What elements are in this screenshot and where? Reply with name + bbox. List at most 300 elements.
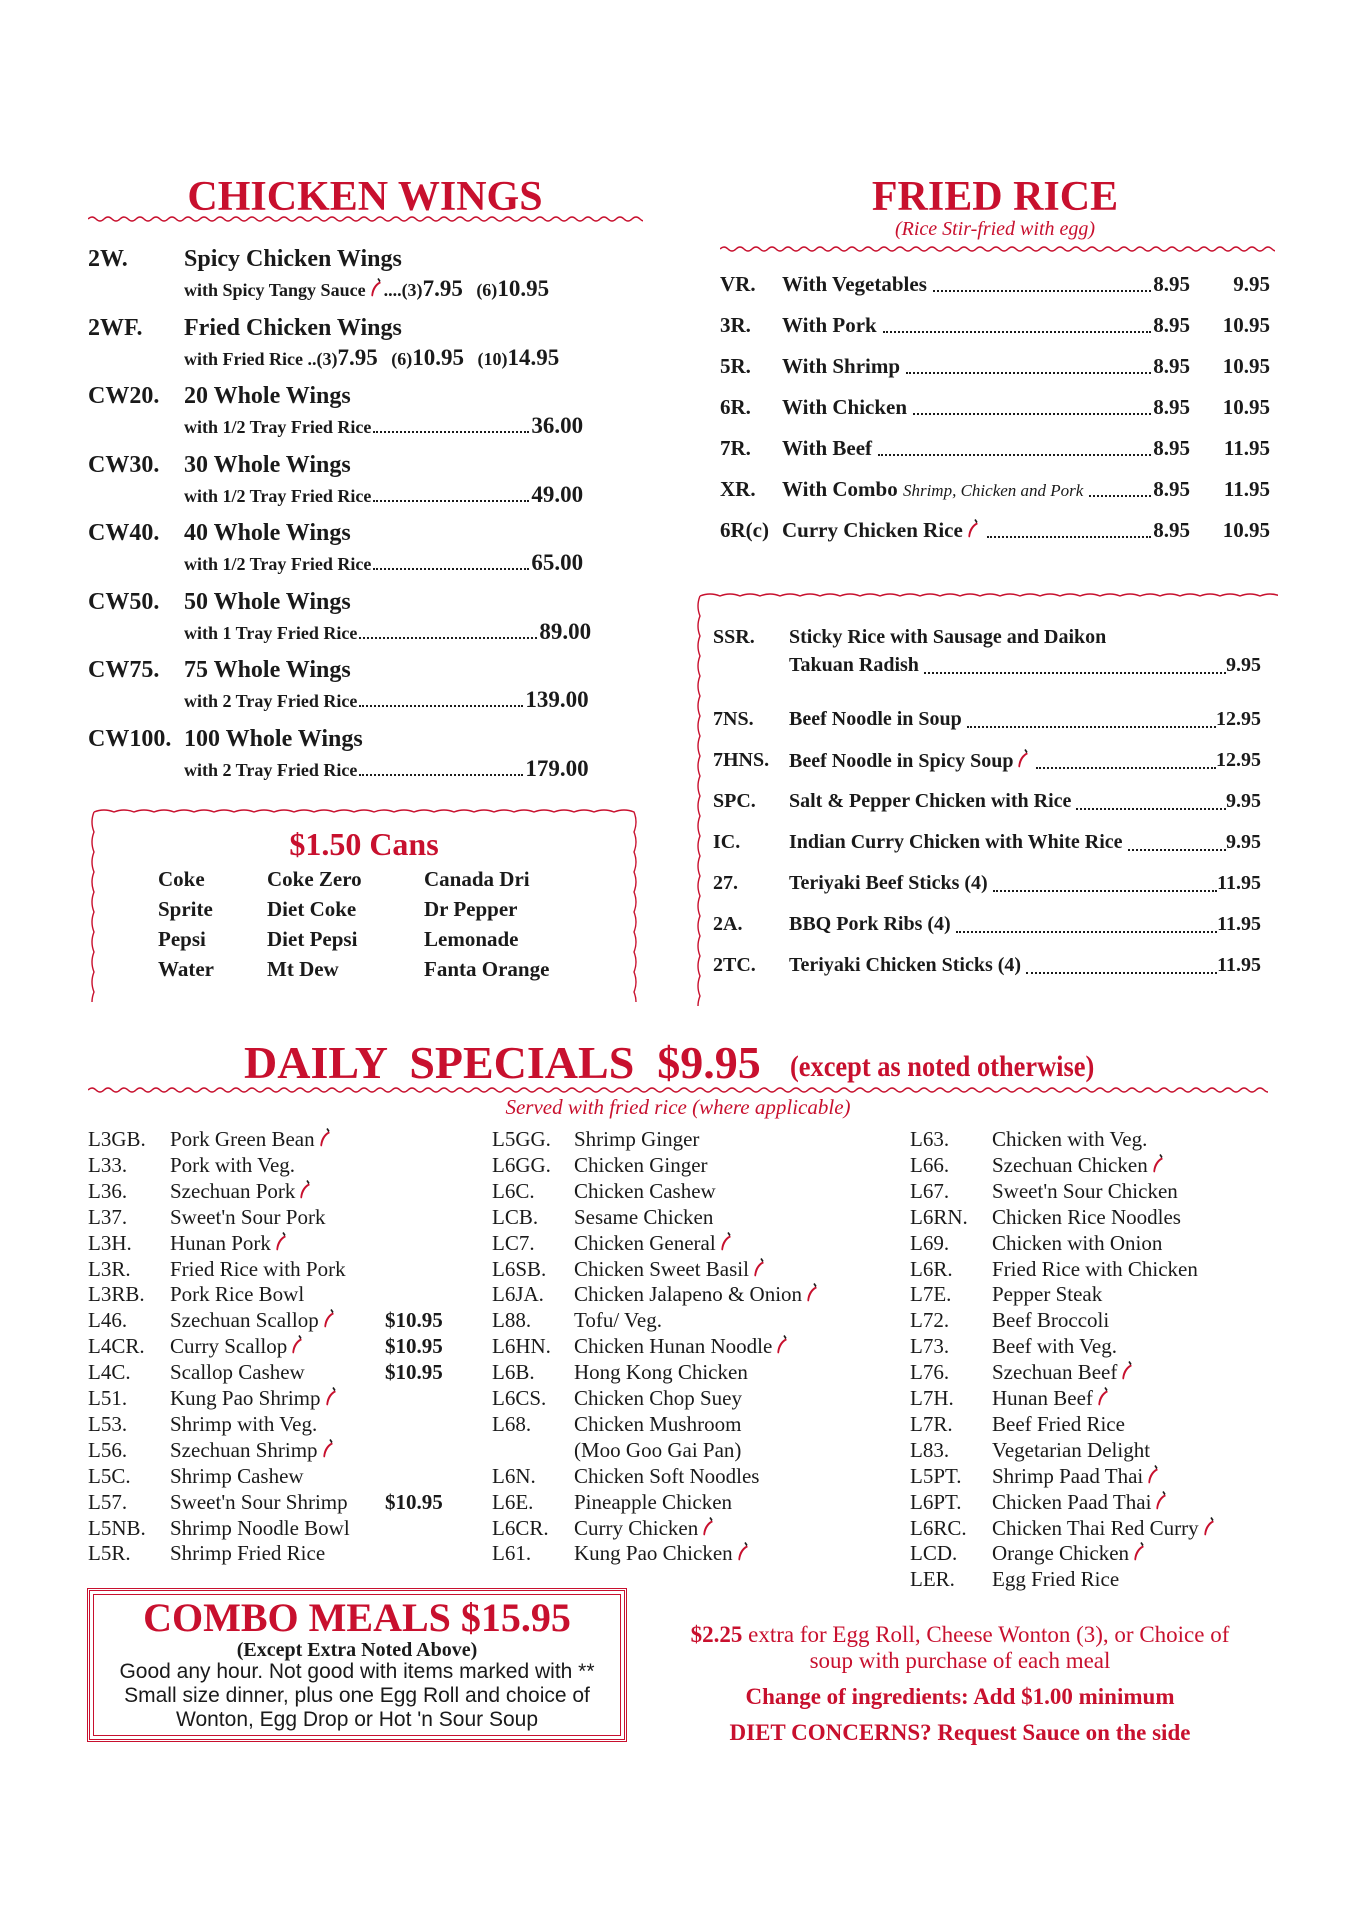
daily-code: L66.: [910, 1152, 950, 1177]
wing-price: 49.00: [531, 481, 584, 507]
daily-name: Chicken Chop Suey: [574, 1386, 742, 1410]
leader-dots: [933, 276, 1151, 292]
leader-dots: [373, 486, 529, 502]
daily-code: L51.: [88, 1386, 128, 1410]
daily-code: L73.: [910, 1334, 950, 1359]
daily-item: [492, 1333, 882, 1359]
daily-code: L6C.: [492, 1178, 535, 1203]
daily-name: Beef with Veg.: [992, 1334, 1118, 1359]
chili-pepper-icon: [325, 1387, 339, 1407]
special-item: [713, 913, 1261, 943]
fried-rice-code: 5R.: [720, 354, 751, 378]
daily-item: [910, 1230, 1300, 1256]
chili-pepper-icon: [275, 1232, 289, 1252]
daily-code: L3RB.: [88, 1282, 145, 1307]
wing-name: 30 Whole Wings: [184, 451, 351, 478]
daily-item: [492, 1437, 882, 1463]
wing-name: 75 Whole Wings: [184, 657, 351, 683]
fried-rice-price-small: 8.95: [1153, 313, 1190, 337]
fried-rice-label: [782, 436, 872, 461]
wing-code: CW30.: [88, 451, 160, 478]
daily-item: [910, 1489, 1300, 1515]
wing-sub: with Spicy Tangy Sauce: [184, 280, 366, 300]
fried-rice-item: [720, 313, 1270, 347]
daily-label: [992, 1515, 1217, 1541]
extra-note-price: $2.25: [690, 1622, 743, 1647]
fried-rice-price-large: 10.95: [1222, 313, 1270, 337]
wing-qty: (6): [476, 280, 498, 300]
daily-specials-title: DAILY SPECIALS $9.95: [244, 1037, 761, 1088]
can-item: Canada Dri: [424, 867, 530, 891]
fried-rice-item: [720, 395, 1270, 429]
daily-name: Chicken Soft Noodles: [574, 1463, 760, 1488]
daily-name: Sesame Chicken: [574, 1204, 714, 1229]
daily-item: [88, 1204, 478, 1230]
daily-code: L56.: [88, 1437, 128, 1462]
daily-item: [492, 1126, 882, 1152]
special-price: 9.95: [1226, 831, 1261, 853]
daily-code: L3H.: [88, 1230, 132, 1255]
daily-label: [574, 1126, 699, 1152]
daily-item: [910, 1385, 1300, 1411]
special-price: 11.95: [1217, 954, 1261, 976]
chili-pepper-icon: [1097, 1387, 1111, 1407]
fried-rice-price-small: 8.95: [1153, 477, 1190, 501]
fried-rice-subtitle: (Rice Stir-fried with egg): [894, 218, 1096, 240]
fried-rice-name: With Shrimp: [782, 354, 901, 378]
daily-item: [492, 1463, 882, 1489]
daily-label: [170, 1126, 333, 1152]
special-label: [789, 831, 1123, 854]
wing-price: 36.00: [531, 413, 584, 438]
daily-item: [910, 1566, 1300, 1592]
daily-code: L6GG.: [492, 1152, 551, 1177]
extra-note-text: extra for Egg Roll, Cheese Wonton (3), or Choice of: [742, 1622, 1230, 1647]
daily-label: [170, 1489, 348, 1515]
daily-code: L4C.: [88, 1360, 131, 1385]
daily-name: Pork Rice Bowl: [170, 1282, 305, 1307]
leader-dots: [359, 623, 537, 639]
daily-specials-note: (except as noted otherwise): [790, 1050, 1095, 1083]
daily-code: L3R.: [88, 1256, 131, 1281]
daily-name: Pork with Veg.: [170, 1152, 296, 1177]
leader-dots: [1076, 794, 1226, 810]
daily-label: [574, 1515, 716, 1541]
daily-name: Hunan Pork: [170, 1230, 271, 1255]
wing-name: Spicy Chicken Wings: [184, 246, 402, 272]
fried-rice-code: 7R.: [720, 436, 751, 460]
daily-item: [910, 1126, 1300, 1152]
daily-code: L6CR.: [492, 1515, 549, 1540]
daily-item: [492, 1359, 882, 1385]
chili-pepper-icon: [776, 1335, 790, 1355]
wing-detail: [184, 345, 559, 371]
fried-rice-item: [720, 477, 1270, 511]
daily-name: Shrimp with Veg.: [170, 1411, 318, 1436]
daily-label: [992, 1411, 1125, 1437]
cans-col-1: [158, 864, 214, 984]
daily-code: L46.: [88, 1308, 128, 1333]
daily-name: Chicken Jalapeno & Onion: [574, 1282, 803, 1307]
daily-name: Shrimp Noodle Bowl: [170, 1515, 350, 1540]
daily-name: Scallop Cashew: [170, 1360, 305, 1385]
special-code: 7HNS.: [713, 749, 770, 771]
wing-price: 10.95: [412, 344, 464, 370]
daily-label: [992, 1489, 1169, 1515]
chili-pepper-icon: [319, 1128, 333, 1148]
wing-detail: [184, 619, 591, 645]
wing-code: 2W.: [88, 246, 128, 272]
leader-dots: [1036, 753, 1216, 769]
daily-code: L57.: [88, 1489, 128, 1514]
daily-name: Chicken Cashew: [574, 1178, 716, 1203]
wing-qty: ....(3): [383, 280, 423, 300]
leader-dots: [359, 691, 523, 707]
wing-code: CW100.: [88, 725, 172, 752]
daily-price: $10.95: [385, 1489, 443, 1514]
fried-rice-name: Curry Chicken Rice: [782, 518, 963, 542]
daily-name: Fried Rice with Chicken: [992, 1256, 1198, 1281]
daily-label: [992, 1385, 1111, 1411]
daily-name: Chicken Hunan Noodle: [574, 1334, 773, 1359]
cans-col-3: [424, 864, 549, 984]
daily-label: [992, 1333, 1117, 1359]
daily-label: [574, 1489, 732, 1515]
wing-name: 50 Whole Wings: [184, 588, 351, 615]
daily-code: LCD.: [910, 1541, 958, 1566]
fried-rice-code: VR.: [720, 272, 756, 296]
special-price: 9.95: [1226, 790, 1261, 812]
wing-name: 100 Whole Wings: [184, 725, 363, 752]
daily-item: [492, 1230, 882, 1256]
leader-dots: [956, 917, 1217, 933]
daily-name: Chicken Paad Thai: [992, 1489, 1152, 1514]
special-item: [713, 790, 1261, 820]
daily-name: Chicken with Onion: [992, 1230, 1163, 1255]
daily-label: [170, 1256, 346, 1282]
extra-note-line1: [640, 1622, 1280, 1648]
daily-name: Chicken Ginger: [574, 1152, 708, 1177]
chili-pepper-icon: [967, 519, 981, 539]
daily-item: [492, 1256, 882, 1282]
daily-label: [992, 1178, 1178, 1204]
daily-name: Szechuan Beef: [992, 1360, 1118, 1385]
wing-price: 7.95: [422, 276, 463, 301]
daily-code: LER.: [910, 1567, 955, 1592]
chili-pepper-icon: [1147, 1465, 1161, 1485]
fried-rice-price-small: 8.95: [1153, 518, 1190, 542]
daily-item: [910, 1333, 1300, 1359]
daily-item: [910, 1281, 1300, 1307]
daily-name: Chicken General: [574, 1230, 716, 1255]
fried-rice-label: [782, 395, 907, 420]
daily-name: Sweet'n Sour Shrimp: [170, 1489, 348, 1514]
leader-dots: [1026, 958, 1217, 974]
daily-name: Chicken Mushroom: [574, 1411, 742, 1436]
daily-code: L67.: [910, 1178, 950, 1203]
daily-item: [88, 1307, 478, 1333]
daily-label: [992, 1230, 1162, 1256]
leader-dots: [906, 358, 1151, 374]
chili-pepper-icon: [737, 1542, 751, 1562]
fried-rice-name: With Beef: [782, 436, 873, 460]
daily-label: [574, 1463, 759, 1489]
wing-price: 179.00: [525, 755, 589, 781]
diet-note: DIET CONCERNS? Request Sauce on the side: [729, 1720, 1191, 1745]
daily-item: [492, 1515, 882, 1541]
daily-label: [992, 1437, 1150, 1463]
daily-item: [492, 1307, 882, 1333]
special-label: [789, 790, 1071, 813]
wing-detail: [184, 276, 549, 302]
daily-name: Shrimp Ginger: [574, 1127, 700, 1151]
daily-label: [992, 1463, 1161, 1489]
daily-item: [88, 1411, 478, 1437]
fried-rice-price-large: 10.95: [1222, 395, 1270, 419]
leader-dots: [967, 712, 1216, 728]
daily-item: [88, 1515, 478, 1541]
daily-item: [910, 1178, 1300, 1204]
fried-rice-label: [782, 477, 1083, 502]
daily-item: [910, 1152, 1300, 1178]
wing-price: 89.00: [539, 618, 592, 644]
wing-detail: [184, 687, 589, 713]
daily-label: [574, 1333, 790, 1359]
daily-label: [992, 1126, 1147, 1152]
daily-label: [992, 1359, 1135, 1385]
daily-name: Chicken with Veg.: [992, 1127, 1148, 1151]
daily-item: [88, 1437, 478, 1463]
change-note: Change of ingredients: Add $1.00 minimum: [745, 1684, 1175, 1709]
daily-name: Szechuan Pork: [170, 1178, 296, 1203]
extra-note: [640, 1622, 1280, 1674]
daily-name: Chicken Sweet Basil: [574, 1256, 749, 1281]
wing-sub: with 2 Tray Fried Rice: [184, 759, 358, 780]
wing-sub: with 1 Tray Fried Rice: [184, 622, 358, 643]
daily-code: L6HN.: [492, 1334, 551, 1359]
chili-pepper-icon: [323, 1309, 337, 1329]
leader-dots: [987, 522, 1151, 538]
daily-code: L83.: [910, 1437, 950, 1462]
daily-label: [170, 1411, 317, 1437]
fried-rice-price-small: 8.95: [1153, 436, 1190, 460]
wing-qty: (10): [477, 348, 508, 369]
wing-code: 2WF.: [88, 314, 143, 341]
daily-label: [574, 1281, 820, 1307]
daily-label: [170, 1307, 337, 1333]
daily-label: [574, 1540, 751, 1566]
cans-title: $1.50 Cans: [289, 826, 439, 862]
daily-label: [992, 1307, 1109, 1333]
daily-code: L6E.: [492, 1489, 534, 1514]
special-label: [789, 708, 962, 731]
daily-price: $10.95: [385, 1360, 443, 1385]
daily-item: [492, 1152, 882, 1178]
daily-item: [88, 1463, 478, 1489]
daily-item: [910, 1307, 1300, 1333]
fried-rice-divider: [720, 244, 1275, 254]
daily-name: Chicken Rice Noodles: [992, 1204, 1181, 1229]
leader-dots: [1128, 835, 1226, 851]
daily-code: L36.: [88, 1178, 128, 1203]
daily-item: [88, 1333, 478, 1359]
daily-name: Kung Pao Shrimp: [170, 1386, 321, 1410]
chili-pepper-icon: [322, 1439, 336, 1459]
daily-name: Tofu/ Veg.: [574, 1308, 662, 1333]
can-item: Pepsi: [158, 927, 206, 951]
daily-label: [170, 1385, 339, 1411]
daily-code: L6CS.: [492, 1386, 547, 1410]
daily-label: [170, 1463, 304, 1489]
daily-divider: [88, 1085, 1268, 1095]
fried-rice-name: With Chicken: [782, 395, 908, 419]
daily-code: L68.: [492, 1411, 532, 1436]
daily-name: Pork Green Bean: [170, 1127, 315, 1151]
wing-sub: with 1/2 Tray Fried Rice: [184, 485, 372, 506]
daily-name: Shrimp Cashew: [170, 1463, 304, 1488]
fried-rice-code: XR.: [720, 477, 756, 501]
special-label: [789, 954, 1021, 977]
special-name: Teriyaki Beef Sticks (4): [789, 872, 988, 894]
fried-rice-price-large: 11.95: [1223, 477, 1270, 501]
wing-detail: [184, 756, 589, 782]
chili-pepper-icon: [291, 1335, 305, 1355]
leader-dots: [373, 417, 529, 433]
daily-label: [574, 1256, 767, 1282]
special-item: [713, 626, 1261, 684]
chili-pepper-icon: [1203, 1517, 1217, 1537]
can-item: Dr Pepper: [424, 897, 518, 921]
daily-item: [910, 1515, 1300, 1541]
daily-label: [574, 1385, 742, 1411]
daily-label: [170, 1333, 305, 1359]
wing-sub: with 2 Tray Fried Rice: [184, 691, 358, 711]
daily-item: [88, 1256, 478, 1282]
daily-code: L6PT.: [910, 1489, 962, 1514]
daily-code: LC7.: [492, 1230, 535, 1255]
daily-code: L88.: [492, 1308, 532, 1333]
daily-item: [492, 1489, 882, 1515]
daily-name: Shrimp Fried Rice: [170, 1541, 326, 1566]
fried-rice-label: [782, 518, 981, 543]
daily-name: (Moo Goo Gai Pan): [574, 1437, 742, 1462]
daily-code: L7R.: [910, 1411, 953, 1436]
special-code: 7NS.: [713, 708, 754, 730]
combo-title: COMBO MEALS $15.95: [143, 1595, 571, 1640]
wing-detail: [184, 550, 583, 576]
special-code: SPC.: [713, 790, 756, 812]
special-name-line2: Takuan Radish: [789, 654, 919, 676]
daily-item: [492, 1178, 882, 1204]
wing-code: CW40.: [88, 520, 160, 546]
special-price: 9.95: [1226, 654, 1261, 676]
can-item: Mt Dew: [267, 957, 339, 981]
daily-code: L4CR.: [88, 1334, 145, 1359]
daily-label: [170, 1540, 325, 1566]
daily-name: Pepper Steak: [992, 1282, 1103, 1307]
can-item: Water: [158, 957, 214, 981]
daily-label: [992, 1204, 1181, 1230]
daily-item: [88, 1152, 478, 1178]
daily-label: [574, 1437, 741, 1463]
wing-price: 7.95: [337, 344, 378, 370]
fried-rice-name: With Pork: [782, 313, 877, 337]
daily-code: L6R.: [910, 1256, 953, 1281]
chicken-wings-title: CHICKEN WINGS: [187, 174, 543, 220]
wing-name: 20 Whole Wings: [184, 383, 351, 409]
daily-name: Curry Chicken: [574, 1515, 699, 1540]
can-item: Diet Pepsi: [267, 927, 358, 951]
daily-name: Chicken Thai Red Curry: [992, 1515, 1199, 1540]
special-name: BBQ Pork Ribs (4): [789, 913, 951, 935]
daily-name: Egg Fried Rice: [992, 1567, 1120, 1592]
daily-name: Szechuan Shrimp: [170, 1437, 318, 1462]
daily-name: Shrimp Paad Thai: [992, 1463, 1144, 1488]
daily-name: Hong Kong Chicken: [574, 1360, 748, 1385]
daily-code: L33.: [88, 1152, 128, 1177]
extra-note-line2: soup with purchase of each meal: [809, 1648, 1111, 1673]
daily-item: [910, 1411, 1300, 1437]
combo-text: [90, 1660, 624, 1732]
cans-col-2: [267, 864, 362, 984]
daily-item: [88, 1178, 478, 1204]
daily-label: [992, 1152, 1166, 1178]
daily-label: [574, 1178, 716, 1204]
wing-price: 139.00: [525, 687, 589, 712]
fried-rice-label: [782, 272, 927, 297]
leader-dots: [359, 760, 523, 776]
daily-code: L5GG.: [492, 1127, 551, 1151]
wing-code: CW20.: [88, 383, 160, 409]
daily-code: L3GB.: [88, 1127, 146, 1151]
daily-item: [910, 1256, 1300, 1282]
daily-item: [88, 1126, 478, 1152]
daily-item: [492, 1281, 882, 1307]
daily-label: [574, 1152, 708, 1178]
daily-label: [170, 1515, 350, 1541]
daily-label: [574, 1230, 734, 1256]
leader-dots: [924, 658, 1226, 674]
special-name: Sticky Rice with Sausage and Daikon: [789, 626, 1107, 648]
daily-name: Pineapple Chicken: [574, 1489, 733, 1514]
fried-rice-price-small: 8.95: [1153, 395, 1190, 419]
special-label: [789, 626, 1106, 649]
wings-divider: [88, 214, 643, 224]
daily-code: L61.: [492, 1541, 532, 1566]
daily-name: Beef Fried Rice: [992, 1411, 1125, 1436]
fried-rice-code: 6R(c): [720, 518, 769, 542]
special-price: 12.95: [1216, 749, 1261, 771]
special-item: [713, 708, 1261, 738]
daily-code: L7H.: [910, 1386, 954, 1410]
daily-code: L6JA.: [492, 1282, 544, 1307]
leader-dots: [1089, 481, 1151, 497]
leader-dots: [993, 876, 1217, 892]
daily-label: [574, 1204, 713, 1230]
wing-name: 40 Whole Wings: [184, 520, 351, 546]
daily-label: [992, 1256, 1198, 1282]
daily-name: Curry Scallop: [170, 1334, 288, 1359]
daily-item: [88, 1540, 478, 1566]
fried-rice-code: 3R.: [720, 313, 751, 337]
daily-name: Szechuan Chicken: [992, 1152, 1148, 1177]
fried-rice-price-large: 10.95: [1222, 518, 1270, 542]
chili-pepper-icon: [1155, 1491, 1169, 1511]
daily-label: [170, 1359, 305, 1385]
fried-rice-item: [720, 436, 1270, 470]
fried-rice-name: With Combo: [782, 477, 898, 501]
wing-code: CW75.: [88, 657, 160, 683]
